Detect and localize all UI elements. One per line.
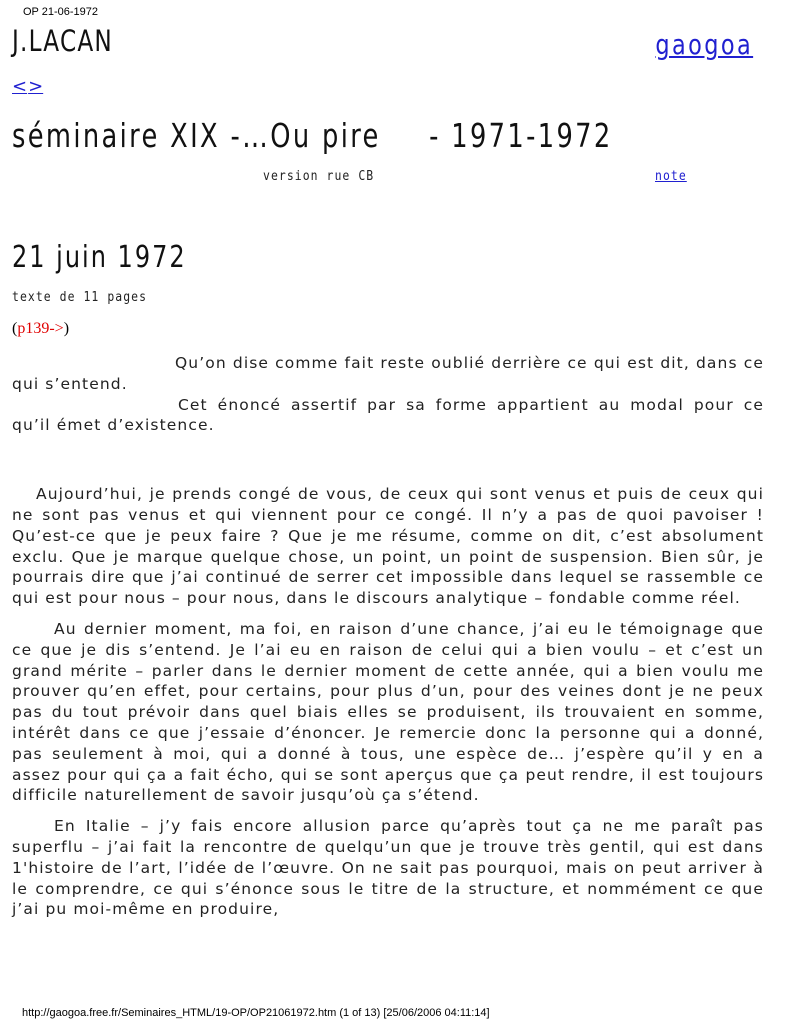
page-reference bbox=[12, 320, 69, 338]
page-ref-open: ( bbox=[12, 320, 18, 337]
page-ref-close: ) bbox=[63, 320, 70, 337]
page-count: texte de 11 pages bbox=[12, 290, 148, 305]
paragraph: Au dernier moment, ma foi, en raison d’une chance, j’ai eu le témoignage que ce que je dis s’entend. Je l’ai eu en raison de celui qui a bien voulu – et c’est un grand mérite – parler dans le dernier moment de cette année, qui a bien voulu me prouver qu’en effet, pour certains, pour plus d’un, pour des veines dont je ne peux pas du tout prévoir dans quel biais elles se produisent, ils trouvaient en somme, intérêt dans ce que j’essaie d’énoncer. Je remercie donc la personne qui a donné, pas seulement à moi, qui a donné à tous, une espèce de… j’espère qu’il y en a assez pour qui ça a fait écho, qui se sont aperçus que ça peut rendre, il est toujours difficile naturellement de savoir jusqu’où ça s’étend. bbox=[12, 619, 764, 805]
seminar-title bbox=[12, 116, 652, 155]
print-footer: http://gaogoa.free.fr/Seminaires_HTML/19-OP/OP21061972.htm (1 of 13) [25/06/2006 04:11:14] bbox=[22, 1007, 490, 1019]
site-link[interactable]: gaogoa bbox=[655, 28, 753, 61]
prev-link[interactable]: < bbox=[12, 76, 28, 97]
note-link[interactable]: note bbox=[655, 169, 687, 184]
print-header: OP 21-06-1972 bbox=[23, 6, 99, 18]
page-ref-label: p139-> bbox=[17, 320, 64, 337]
seminar-title-years: - 1971-1972 bbox=[429, 116, 613, 155]
document-body bbox=[12, 353, 764, 920]
paragraph: En Italie – j’y fais encore allusion parce qu’après tout ça ne me paraît pas superflu – j’ai fait la rencontre de quelqu’un que je trouve très gentil, qui est dans 1'histoire de l’art, l’idée de l’œuvre. On ne sait pas pourquoi, mais on peut arriver à le comprendre, ce qui s’énonce sous le titre de la structure, et nommément ce que j’ai pu moi-même en produire, bbox=[12, 817, 764, 919]
epigraph-line: Cet énoncé assertif par sa forme appartient au modal pour ce qu’il émet d’existence. bbox=[12, 395, 764, 435]
nav-arrows bbox=[12, 76, 44, 97]
next-link[interactable]: > bbox=[28, 76, 44, 97]
version-label: version rue CB bbox=[263, 169, 375, 184]
session-date: 21 juin 1972 bbox=[12, 240, 187, 275]
epigraph-line: Qu’on dise comme fait reste oublié derrière ce qui est dit, dans ce qui s’entend. bbox=[12, 354, 764, 393]
author-name: J.LACAN bbox=[12, 24, 113, 58]
seminar-title-main: séminaire XIX -…Ou pire bbox=[12, 116, 381, 155]
paragraph: Aujourd’hui, je prends congé de vous, de ceux qui sont venus et puis de ceux qui ne sont pas venus et qui viennent pour ce congé. Il n’y a pas de quoi pavoiser ! Qu’est-ce que je peux faire ? Que je me résume, comme on dit, c’est absolument exclu. Que je marque quelque chose, un point, un point de suspension. Bien sûr, je pourrais dire que j’ai continué de serrer cet impossible dans lequel se rassemble ce qui est pour nous – pour nous, dans le discours analytique – fondable comme réel. bbox=[12, 485, 764, 608]
